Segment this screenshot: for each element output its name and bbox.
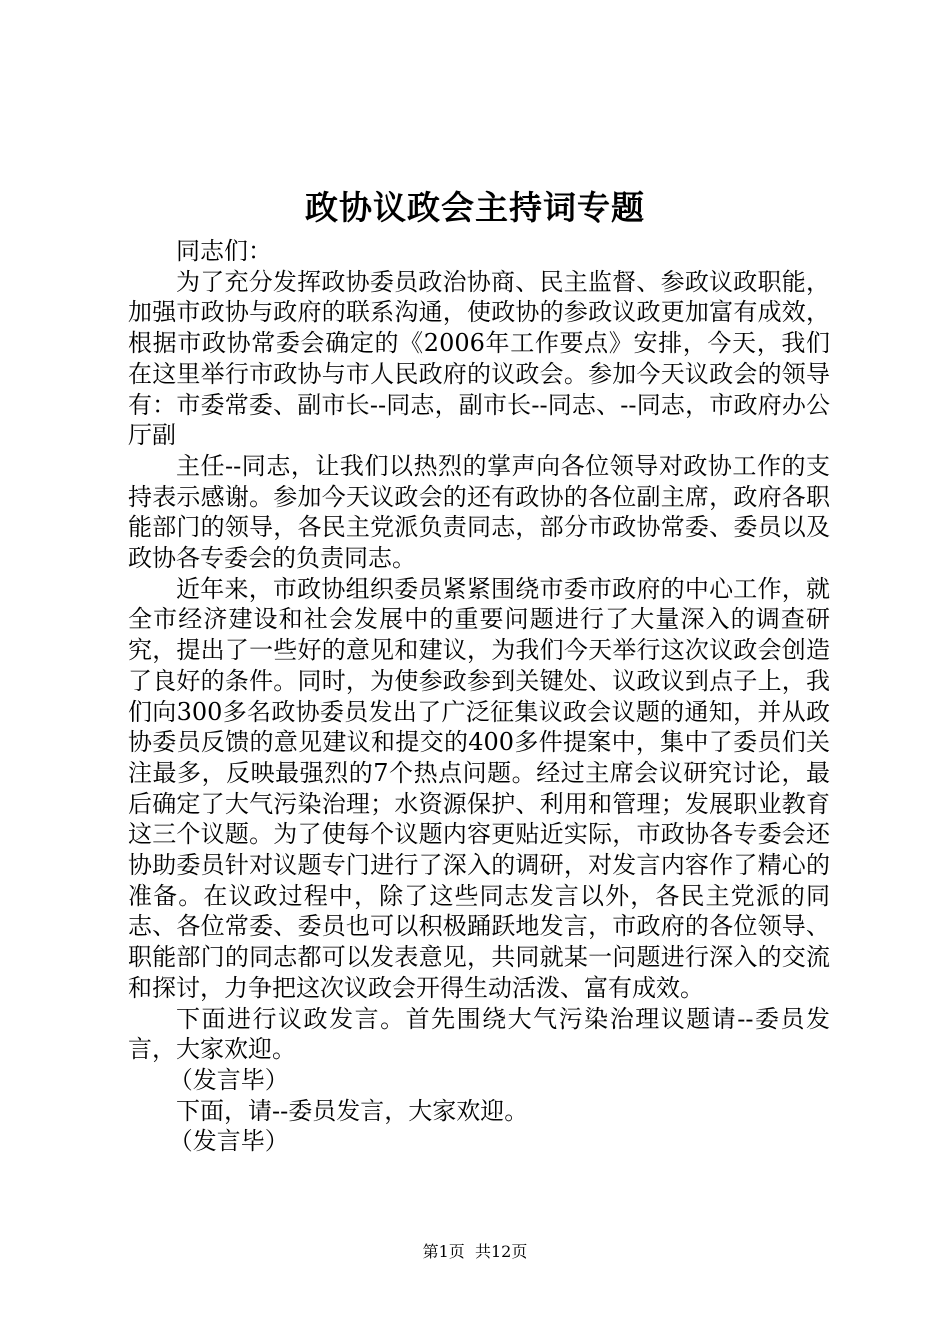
- page-number-total: 共12页: [474, 1242, 528, 1261]
- speech-end-note: （发言毕）: [168, 1127, 289, 1156]
- body-paragraph: 为了充分发挥政协委员政治协商、民主监督、参政议政职能，加强市政协与政府的联系沟通，使政协的参政议政更加富有成效，根据市政协常委会确定的《2006年工作要点》安排，今天，我们在这里举行市政协与市人民政府的议政会。参加今天议政会的领导有：市委常委、副市长--同志，副市长--同志、--同志，市政府办公厅副: [128, 267, 830, 450]
- body-paragraph: 近年来，市政协组织委员紧紧围绕市委市政府的中心工作，就全市经济建设和社会发展中的重要问题进行了大量深入的调查研究，提出了一些好的意见和建议，为我们今天举行这次议政会创造了良好的条件。同时，为使参政参到关键处、议政议到点子上，我们向300多名政协委员发出了广泛征集议政会议题的通知，并从政协委员反馈的意见建议和提交的400多件提案中，集中了委员们关注最多，反映最强烈的7个热点问题。经过主席会议研究讨论，最后确定了大气污染治理；水资源保护、利用和管理；发展职业教育这三个议题。为了使每个议题内容更贴近实际，市政协各专委会还协助委员针对议题专门进行了深入的调研，对发言内容作了精心的准备。在议政过程中，除了这些同志发言以外，各民主党派的同志、各位常委、委员也可以积极踊跃地发言，市政府的各位领导、职能部门的同志都可以发表意见，共同就某一问题进行深入的交流和探讨，力争把这次议政会开得生动活泼、富有成效。: [128, 574, 830, 1002]
- document-body: [128, 236, 830, 1157]
- body-paragraph: 下面进行议政发言。首先围绕大气污染治理议题请--委员发言，大家欢迎。: [128, 1004, 830, 1064]
- body-paragraph: 主任--同志，让我们以热烈的掌声向各位领导对政协工作的支持表示感谢。参加今天议政会的还有政协的各位副主席，政府各职能部门的领导，各民主党派负责同志，部分市政协常委、委员以及政协各专委会的负责同志。: [128, 451, 830, 573]
- page-number-current: 第1页: [422, 1242, 465, 1261]
- salutation-paragraph: 同志们：: [176, 237, 272, 265]
- page-footer: [0, 1242, 950, 1262]
- body-paragraph: 下面，请--委员发言，大家欢迎。: [176, 1096, 529, 1125]
- document-title: 政协议政会主持词专题: [305, 188, 645, 227]
- speech-end-note: （发言毕）: [168, 1065, 289, 1094]
